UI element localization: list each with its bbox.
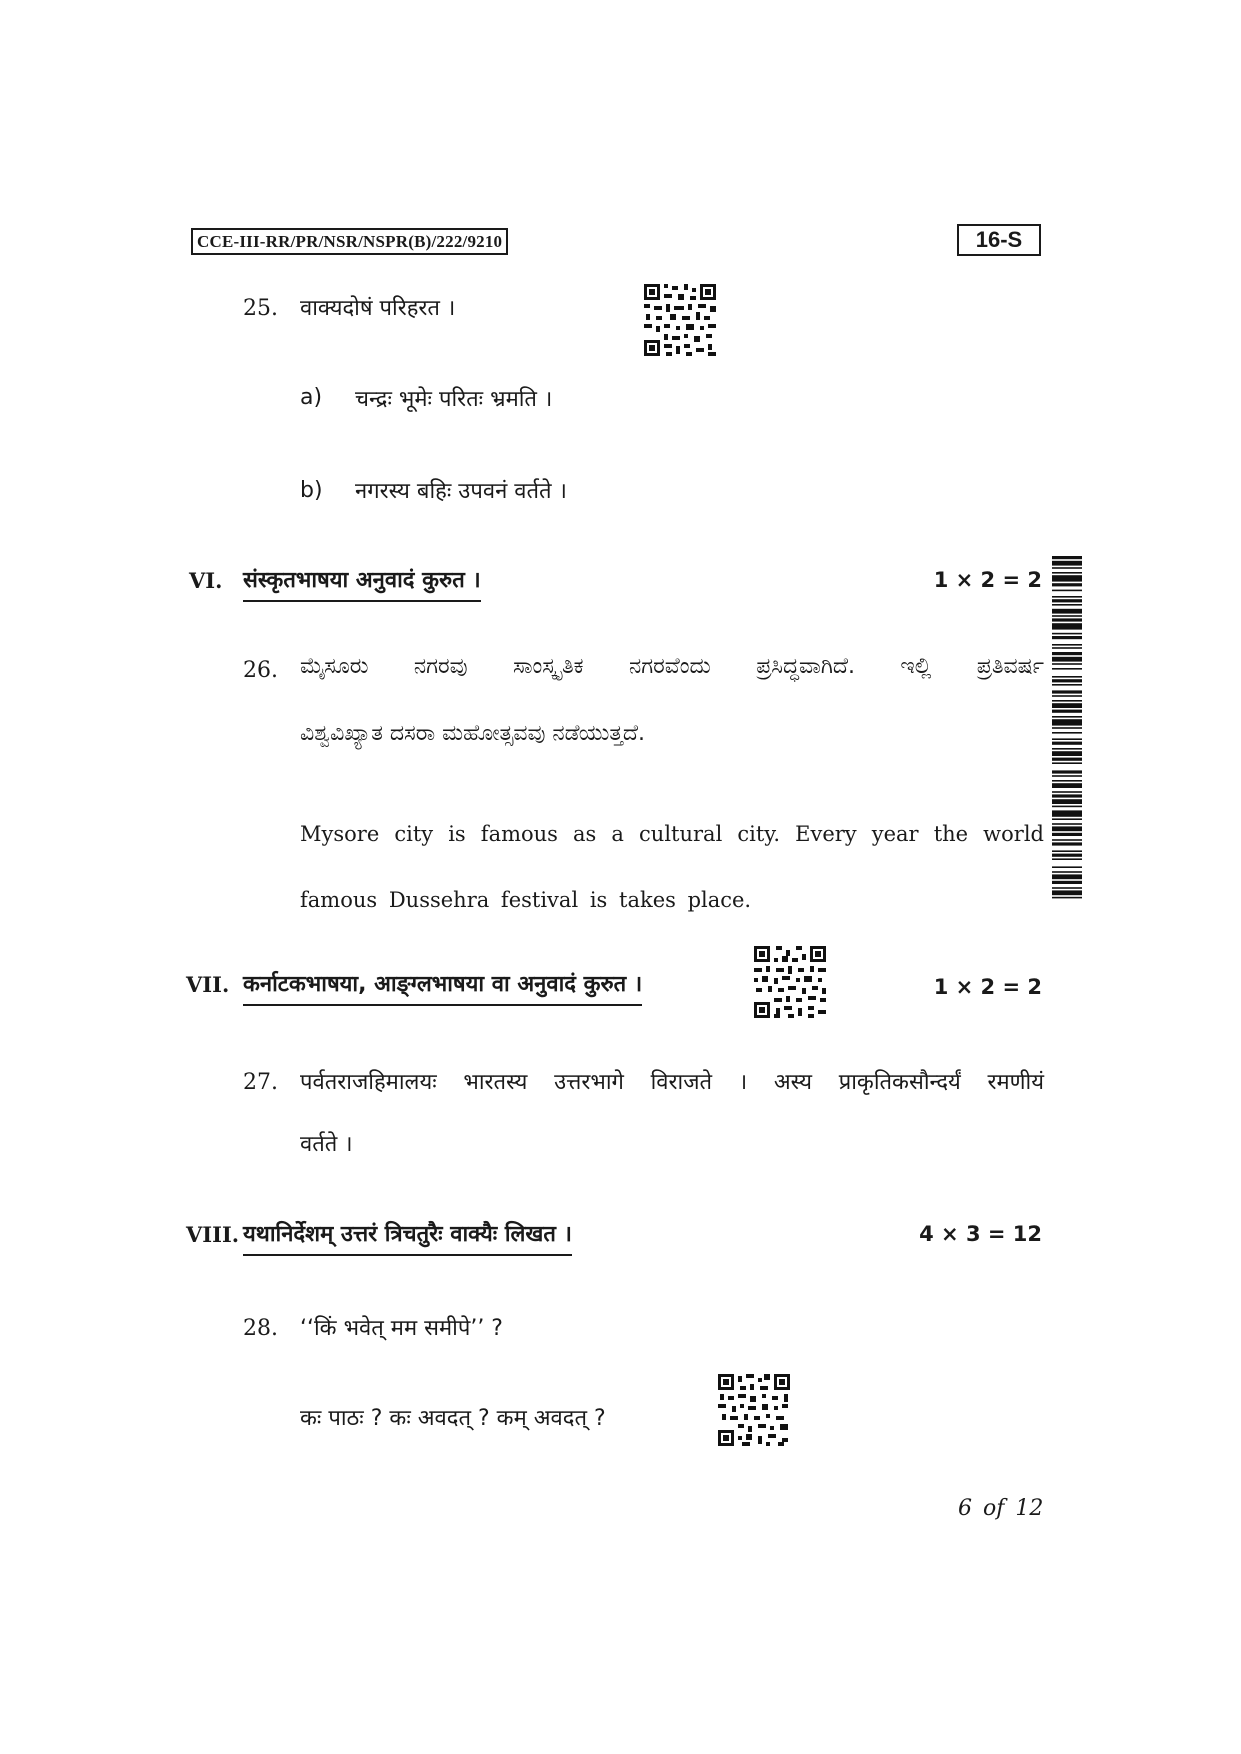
q26-english-line2: famous Dussehra festival is takes place. bbox=[300, 888, 752, 912]
barcode-bar bbox=[1052, 806, 1082, 808]
barcode-bar bbox=[1052, 810, 1082, 816]
barcode-bar bbox=[1052, 596, 1082, 598]
q27-number: 27. bbox=[243, 1070, 278, 1095]
qr-code-3 bbox=[716, 1372, 792, 1448]
section-8-marks: 4 × 3 = 12 bbox=[919, 1222, 1042, 1246]
q28-sub: कः पाठः ? कः अवदत् ? कम् अवदत् ? bbox=[300, 1406, 606, 1431]
barcode-bar bbox=[1052, 874, 1082, 879]
barcode-bar bbox=[1052, 751, 1082, 756]
barcode-bar bbox=[1052, 748, 1082, 750]
barcode-bar bbox=[1052, 599, 1082, 602]
barcode-bar bbox=[1052, 679, 1082, 682]
barcode-bar bbox=[1052, 727, 1082, 729]
barcode-bar bbox=[1052, 604, 1082, 606]
barcode-bar bbox=[1052, 590, 1082, 592]
barcode-bar bbox=[1052, 690, 1082, 693]
section-7-title: कर्नाटकभाषया, आङ्ग्लभाषया वा अनुवादं कुरुत । bbox=[243, 968, 642, 1006]
barcode-bar bbox=[1052, 668, 1082, 670]
q27-line2: वर्तते । bbox=[300, 1132, 353, 1157]
barcode-bar bbox=[1052, 758, 1082, 761]
barcode-bar bbox=[1052, 770, 1082, 773]
section-7-marks: 1 × 2 = 2 bbox=[933, 975, 1042, 999]
q28-number: 28. bbox=[243, 1316, 278, 1341]
q28-quote: ‘‘किं भवेत् मम समीपे’’ ? bbox=[300, 1316, 503, 1341]
barcode-bar bbox=[1052, 890, 1082, 895]
barcode-bar bbox=[1052, 618, 1082, 621]
q25b-label: b) bbox=[300, 478, 323, 503]
barcode-bar bbox=[1052, 858, 1082, 860]
q25a-label: a) bbox=[300, 385, 323, 410]
section-6-roman: VI. bbox=[189, 568, 223, 593]
barcode-bar bbox=[1052, 826, 1082, 831]
barcode-bar bbox=[1052, 794, 1082, 797]
barcode-bar bbox=[1052, 609, 1082, 614]
barcode-bar bbox=[1052, 799, 1082, 804]
barcode-bar bbox=[1052, 647, 1082, 649]
barcode-bar bbox=[1052, 818, 1082, 820]
barcode-bar bbox=[1052, 732, 1082, 734]
barcode-bar bbox=[1052, 710, 1082, 713]
section-7-roman: VII. bbox=[186, 972, 230, 997]
barcode-bar bbox=[1052, 738, 1082, 740]
barcode-bar bbox=[1052, 561, 1082, 566]
barcode-bar bbox=[1052, 719, 1082, 725]
exam-code: CCE-III-RR/PR/NSR/NSPR(B)/222/9210 bbox=[191, 228, 508, 255]
barcode-bar bbox=[1052, 575, 1082, 581]
barcode-bar bbox=[1052, 700, 1082, 702]
barcode-bar bbox=[1052, 897, 1082, 899]
q25-number: 25. bbox=[243, 296, 278, 321]
barcode-bar bbox=[1052, 703, 1082, 708]
section-6-title: संस्कृतभाषया अनुवादं कुरुत । bbox=[243, 564, 481, 602]
q25b-text: नगरस्य बहिः उपवनं वर्तते । bbox=[355, 479, 567, 504]
paper-code: 16-S bbox=[957, 224, 1041, 256]
barcode-bar bbox=[1052, 780, 1082, 782]
barcode-bar bbox=[1052, 866, 1082, 868]
section-8-roman: VIII. bbox=[186, 1222, 240, 1247]
barcode-bar bbox=[1052, 881, 1082, 884]
barcode-bar bbox=[1052, 556, 1082, 559]
qr-code-2 bbox=[752, 944, 828, 1020]
barcode-bar bbox=[1052, 823, 1082, 825]
barcode-bar bbox=[1052, 854, 1082, 857]
q26-kannada-line2: ವಿಶ್ವವಿಖ್ಯಾತ ದಸರಾ ಮಹೋತ್ಸವವು ನಡೆಯುತ್ತದೆ. bbox=[300, 721, 645, 746]
barcode-bar bbox=[1052, 663, 1082, 665]
barcode-bar bbox=[1052, 742, 1082, 745]
q25a-text: चन्द्रः भूमेः परितः भ्रमति । bbox=[355, 387, 553, 412]
section-6-marks: 1 × 2 = 2 bbox=[933, 568, 1042, 592]
barcode-bar bbox=[1052, 839, 1082, 841]
barcode-bar bbox=[1052, 887, 1082, 889]
barcode-bar bbox=[1052, 676, 1082, 678]
barcode-bar bbox=[1052, 871, 1082, 873]
barcode-bar bbox=[1052, 633, 1082, 635]
barcode-bar bbox=[1052, 791, 1082, 793]
barcode-bar bbox=[1052, 615, 1082, 617]
barcode-bar bbox=[1052, 636, 1082, 639]
q25-instruction: वाक्यदोषं परिहरत । bbox=[300, 296, 456, 321]
barcode-bar bbox=[1052, 842, 1082, 845]
barcode-bar bbox=[1052, 695, 1082, 697]
barcode-bar bbox=[1052, 644, 1082, 646]
qr-code-1 bbox=[642, 282, 718, 358]
barcode-bar bbox=[1052, 657, 1082, 662]
barcode-bar bbox=[1052, 762, 1082, 764]
barcode-bar bbox=[1052, 684, 1082, 686]
barcode-bar bbox=[1052, 783, 1082, 788]
barcode-bar bbox=[1052, 623, 1082, 629]
q26-english-line1: Mysore city is famous as a cultural city. Every year the world bbox=[300, 822, 1044, 846]
barcode-bar bbox=[1052, 833, 1082, 836]
barcode-bar bbox=[1052, 572, 1082, 574]
barcode-bar bbox=[1052, 567, 1082, 569]
section-8-title: यथानिर्देशम् उत्तरं त्रिचतुरैः वाक्यैः लिखत । bbox=[243, 1218, 572, 1256]
barcode-bar bbox=[1052, 583, 1082, 586]
barcode-bar bbox=[1052, 775, 1082, 777]
q26-kannada-line1: ಮೈಸೂರು ನಗರವು ಸಾಂಸ್ಕೃತಿಕ ನಗರವೆಂದು ಪ್ರಸಿದ್ಧವಾಗಿದೆ. ಇಲ್ಲಿ ಪ್ರತಿವರ್ಷ bbox=[300, 654, 1044, 679]
q26-number: 26. bbox=[243, 658, 278, 683]
vertical-barcode bbox=[1052, 556, 1082, 971]
barcode-bar bbox=[1052, 850, 1082, 852]
q27-line1: पर्वतराजहिमालयः भारतस्य उत्तरभागे विराजते । अस्य प्राकृतिकसौन्दर्यं रमणीयं bbox=[300, 1070, 1044, 1095]
barcode-bar bbox=[1052, 716, 1082, 718]
barcode-bar bbox=[1052, 652, 1082, 655]
page-number: 6 of 12 bbox=[958, 1496, 1044, 1521]
